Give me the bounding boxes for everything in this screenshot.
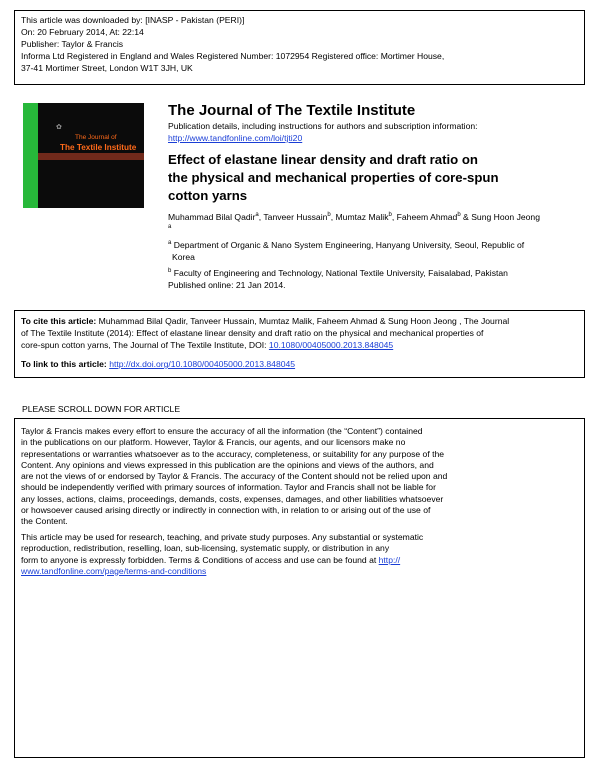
disclaimer-line: in the publications on our platform. However, Taylor & Francis, our agents, and our licensors make no [21, 437, 406, 448]
cover-logo-icon: ✿ [56, 124, 62, 131]
registration-line: Informa Ltd Registered in England and Wales Registered Number: 1072954 Registered office: Mortimer House, [21, 51, 445, 61]
author-affiliation-mark: b [327, 212, 331, 218]
cover-title-line1: The Journal of [75, 134, 117, 141]
disclaimer-line [21, 566, 423, 577]
author-name: Tanveer Hussain [263, 212, 328, 222]
article-title-line3: cotton yarns [168, 188, 248, 203]
authors-line2 [168, 224, 171, 235]
link-label: To link to this article: [21, 359, 110, 369]
authors-line1: Muhammad Bilal Qadir$^a$, Tanveer Hussain$^b$, Mumtaz Malik$^b$, Faheem Ahmad$^b$ & Sung Hoon Jeong [168, 212, 540, 222]
cite-line3: core-spun cotton yarns, The Journal of The Textile Institute, DOI: 10.1080/00405000.2013.848045 [21, 340, 394, 350]
disclaimer-line: This article may be used for research, teaching, and private study purposes. Any substantial or systematic [21, 532, 424, 542]
author-affiliation-mark: a [255, 212, 259, 218]
article-title-line2: the physical and mechanical properties of core-spun [168, 170, 499, 185]
author-name: Muhammad Bilal Qadir [168, 212, 256, 222]
disclaimer-line: should be independently verified with primary sources of information. Taylor and Francis shall not be liable for [21, 482, 436, 493]
download-info-line: This article was downloaded by: [INASP - Pakistan (PERI)] [21, 15, 245, 25]
disclaimer-line: Content. Any opinions and views expressed in this publication are the opinions and views of the authors, and [21, 459, 434, 470]
cite-line2: of The Textile Institute (2014): Effect of elastane linear density and draft ratio on the physical and mechanical properties of [21, 328, 484, 338]
address-line: 37-41 Mortimer Street, London W1T 3JH, UK [21, 63, 193, 73]
author-affiliation-mark: b [457, 212, 461, 218]
affiliation-a-line2: Korea [172, 252, 195, 262]
disclaimer-paragraph-2 [21, 532, 423, 577]
cover-title-line2: The Textile Institute [60, 143, 137, 152]
citation-box [14, 310, 585, 378]
terms-link-part2[interactable]: www.tandfonline.com/page/terms-and-conditions [21, 565, 207, 576]
disclaimer-line: form to anyone is expressly forbidden. Terms & Conditions of access and use can be found at http:// [21, 554, 401, 565]
scroll-notice: PLEASE SCROLL DOWN FOR ARTICLE [22, 404, 181, 414]
disclaimer-line: reproduction, redistribution, reselling, loan, sub-licensing, systematic supply, or distribution in any [21, 543, 390, 554]
disclaimer-line: representations or warranties whatsoever as to the accuracy, completeness, or suitability for any purpose of the [21, 448, 445, 459]
publisher-line: Publisher: Taylor & Francis [21, 39, 124, 49]
affiliation-a-line1: $^a$ Department of Organic & Nano System Engineering, Hanyang University, Seoul, Republic of [168, 240, 525, 250]
author-name: Mumtaz Malik [335, 212, 389, 222]
disclaimer-paragraph-1 [21, 426, 447, 528]
disclaimer-line: any losses, actions, claims, proceedings, demands, costs, expenses, damages, and other liabilities whatsoever [21, 493, 444, 504]
journal-cover-image [23, 103, 144, 208]
affiliation-b-line1: $^b$ Faculty of Engineering and Technology, National Textile University, Faisalabad, Pakistan [168, 268, 508, 278]
doi-link[interactable]: 10.1080/00405000.2013.848045 [268, 340, 394, 350]
cite-label: To cite this article: [21, 316, 97, 326]
author-affiliation-mark: a [168, 224, 172, 230]
article-doi-url-link[interactable]: http://dx.doi.org/10.1080/00405000.2013.848045 [109, 359, 296, 369]
cover-green-spine [23, 103, 38, 208]
download-info-box [14, 10, 585, 85]
terms-link-part1[interactable]: http:// [378, 554, 401, 565]
publication-details: Publication details, including instructions for authors and subscription information: [168, 121, 478, 131]
link-line [21, 359, 295, 370]
journal-title: The Journal of The Textile Institute [168, 102, 416, 119]
published-online: Published online: 21 Jan 2014. [168, 280, 286, 290]
disclaimer-line: the Content. [21, 516, 68, 527]
disclaimer-line: Taylor & Francis makes every effort to ensure the accuracy of all the information (the “Content”) contained [21, 426, 423, 436]
disclaimer-line: are not the views of or endorsed by Taylor & Francis. The accuracy of the Content should not be relied upon and [21, 471, 448, 482]
journal-url-link[interactable]: http://www.tandfonline.com/loi/tjti20 [168, 133, 303, 143]
cite-line1: To cite this article: Muhammad Bilal Qadir, Tanveer Hussain, Mumtaz Malik, Faheem Ahmad & Sung Hoon Jeong , The Journal [21, 316, 510, 326]
cover-band [38, 153, 144, 160]
download-date-line: On: 20 February 2014, At: 22:14 [21, 27, 144, 37]
author-affiliation-mark: b [388, 212, 392, 218]
author-name: Faheem Ahmad [396, 212, 458, 222]
article-title-line1: Effect of elastane linear density and draft ratio on [168, 152, 478, 167]
author-name: Sung Hoon Jeong [471, 212, 540, 222]
disclaimer-line: or howsoever caused arising directly or indirectly in connection with, in relation to or arising out of the use of [21, 505, 431, 516]
